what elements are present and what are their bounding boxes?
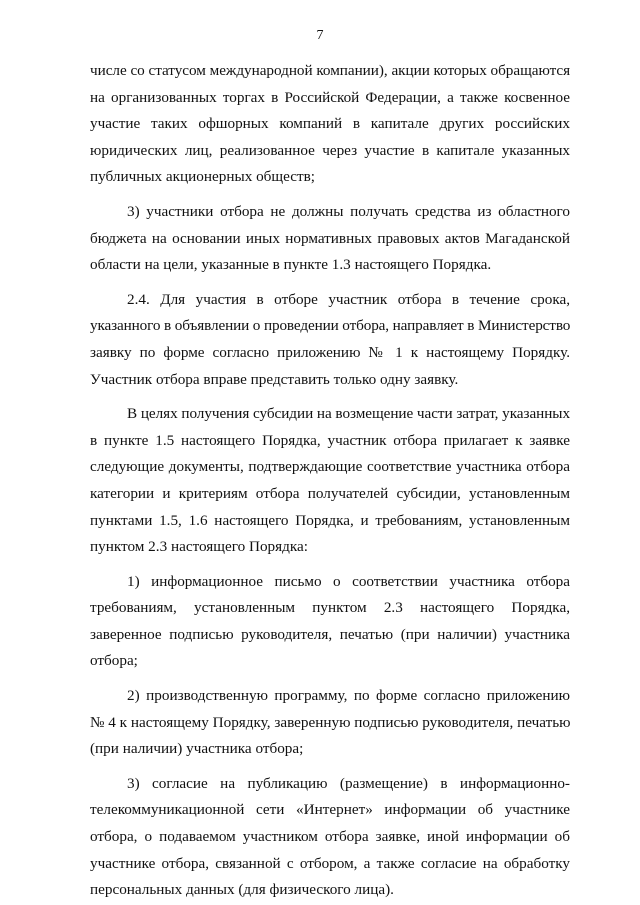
text-line: в пункте 1.5 настоящего Порядка, участник отбора прилагает к заявке bbox=[90, 431, 570, 449]
text-line: пунктом 2.3 настоящего Порядка: bbox=[90, 538, 308, 556]
text-line: В целях получения субсидии на возмещение части затрат, указанных bbox=[127, 405, 571, 423]
text-line: 1) информационное письмо о соответствии участника отбора bbox=[127, 572, 570, 590]
text-line: № 4 к настоящему Порядку, заверенную подписью руководителя, печатью bbox=[90, 713, 571, 731]
paragraph-item-3 bbox=[90, 199, 570, 279]
paragraph-2-4 bbox=[90, 287, 570, 393]
paragraph-doc-item-3 bbox=[90, 771, 570, 904]
text-line: отбора; bbox=[90, 652, 138, 670]
text-line: юридических лиц, реализованное через участие в капитале указанных bbox=[90, 141, 570, 159]
text-line: 2) производственную программу, по форме согласно приложению bbox=[127, 687, 570, 705]
text-line: 2.4. Для участия в отборе участник отбора в течение срока, bbox=[127, 290, 570, 308]
paragraph-documents-intro bbox=[90, 401, 570, 561]
page-number: 7 bbox=[316, 28, 324, 43]
text-line: участнике отбора, связанной с отбором, а также согласие на обработку bbox=[90, 854, 570, 872]
document-body bbox=[90, 58, 570, 904]
text-line: участие таких офшорных компаний в капитале других российских bbox=[90, 115, 570, 133]
text-line: (при наличии) участника отбора; bbox=[90, 740, 304, 758]
paragraph-continuation bbox=[90, 58, 570, 191]
text-line: требованиям, установленным пунктом 2.3 настоящего Порядка, bbox=[90, 599, 570, 617]
text-line: персональных данных (для физического лица). bbox=[90, 881, 394, 899]
text-line: бюджета на основании иных нормативных правовых актов Магаданской bbox=[90, 229, 570, 247]
text-line: заверенное подписью руководителя, печатью (при наличии) участника bbox=[90, 625, 570, 643]
text-line: 3) согласие на публикацию (размещение) в информационно- bbox=[127, 774, 570, 792]
text-line: категории и критериям отбора получателей субсидии, установленным bbox=[90, 484, 570, 502]
text-line: Участник отбора вправе представить только одну заявку. bbox=[90, 370, 459, 388]
text-line: на организованных торгах в Российской Федерации, а также косвенное bbox=[90, 88, 570, 106]
text-line: телекоммуникационной сети «Интернет» информации об участнике bbox=[90, 801, 570, 819]
text-line: 3) участники отбора не должны получать средства из областного bbox=[127, 202, 570, 220]
paragraph-doc-item-2 bbox=[90, 683, 570, 763]
paragraph-doc-item-1 bbox=[90, 569, 570, 675]
text-line: публичных акционерных обществ; bbox=[90, 168, 315, 186]
text-line: следующие документы, подтверждающие соответствие участника отбора bbox=[90, 458, 570, 476]
text-line: отбора, о подаваемом участником отбора заявке, иной информации об bbox=[90, 828, 570, 846]
text-line: пунктами 1.5, 1.6 настоящего Порядка, и требованиям, установленным bbox=[90, 511, 570, 529]
text-line: указанного в объявлении о проведении отбора, направляет в Министерство bbox=[90, 317, 571, 335]
text-line: числе со статусом международной компании), акции которых обращаются bbox=[90, 62, 571, 79]
text-line: заявку по форме согласно приложению № 1 к настоящему Порядку. bbox=[90, 343, 570, 361]
text-line: области на цели, указанные в пункте 1.3 настоящего Порядка. bbox=[90, 256, 492, 274]
